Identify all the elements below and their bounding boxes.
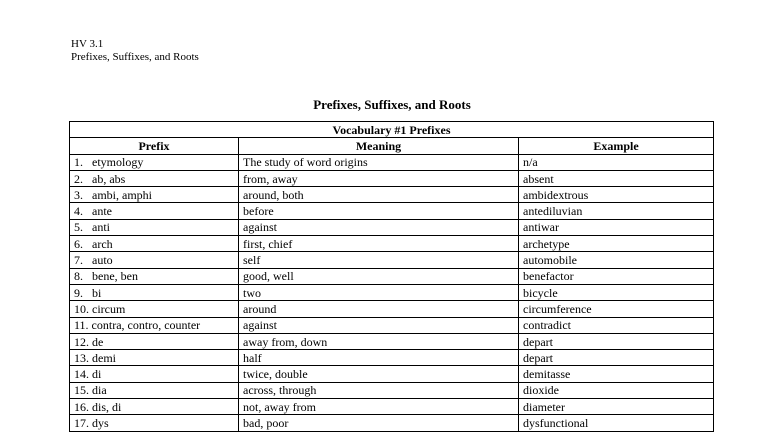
cell-example: dysfunctional (519, 415, 714, 431)
cell-meaning: good, well (239, 268, 519, 284)
column-header-example: Example (519, 138, 714, 154)
cell-example: n/a (519, 154, 714, 170)
cell-prefix: 12. de (70, 333, 239, 349)
prefix-table (69, 121, 714, 432)
cell-meaning: two (239, 284, 519, 300)
table-body (70, 154, 714, 431)
cell-meaning: half (239, 350, 519, 366)
table-row (70, 236, 714, 252)
cell-meaning: The study of word origins (239, 154, 519, 170)
page-title: Prefixes, Suffixes, and Roots (313, 97, 471, 112)
document-code: HV 3.1 (71, 38, 104, 50)
cell-example: dioxide (519, 382, 714, 398)
table-row (70, 333, 714, 349)
cell-meaning: first, chief (239, 236, 519, 252)
cell-example: circumference (519, 301, 714, 317)
document-subtitle: Prefixes, Suffixes, and Roots (71, 51, 199, 63)
cell-meaning: bad, poor (239, 415, 519, 431)
cell-example: antiwar (519, 219, 714, 235)
cell-example: depart (519, 333, 714, 349)
cell-meaning: before (239, 203, 519, 219)
cell-example: demitasse (519, 366, 714, 382)
cell-example: depart (519, 350, 714, 366)
cell-example: diameter (519, 399, 714, 415)
table-row (70, 170, 714, 186)
table-row (70, 382, 714, 398)
cell-example: benefactor (519, 268, 714, 284)
cell-prefix: 9. bi (70, 284, 239, 300)
cell-example: ambidextrous (519, 187, 714, 203)
table-row (70, 203, 714, 219)
cell-meaning: around, both (239, 187, 519, 203)
cell-meaning: around (239, 301, 519, 317)
cell-prefix: 4. ante (70, 203, 239, 219)
table-row (70, 268, 714, 284)
cell-meaning: not, away from (239, 399, 519, 415)
table-row (70, 219, 714, 235)
cell-example: bicycle (519, 284, 714, 300)
cell-example: antediluvian (519, 203, 714, 219)
column-header-meaning: Meaning (239, 138, 519, 154)
table-row (70, 187, 714, 203)
cell-prefix: 8. bene, ben (70, 268, 239, 284)
table-row (70, 399, 714, 415)
cell-prefix: 5. anti (70, 219, 239, 235)
cell-prefix: 7. auto (70, 252, 239, 268)
cell-example: archetype (519, 236, 714, 252)
cell-meaning: against (239, 317, 519, 333)
cell-prefix: 13. demi (70, 350, 239, 366)
cell-example: automobile (519, 252, 714, 268)
table-row (70, 366, 714, 382)
table-caption: Vocabulary #1 Prefixes (70, 122, 714, 138)
table-caption-row (70, 122, 714, 138)
table-row (70, 415, 714, 431)
cell-prefix: 14. di (70, 366, 239, 382)
cell-meaning: from, away (239, 170, 519, 186)
table-row (70, 301, 714, 317)
cell-meaning: self (239, 252, 519, 268)
cell-prefix: 10. circum (70, 301, 239, 317)
table-row (70, 317, 714, 333)
cell-prefix: 16. dis, di (70, 399, 239, 415)
cell-prefix: 15. dia (70, 382, 239, 398)
cell-example: contradict (519, 317, 714, 333)
table-row (70, 350, 714, 366)
cell-meaning: against (239, 219, 519, 235)
cell-example: absent (519, 170, 714, 186)
cell-prefix: 6. arch (70, 236, 239, 252)
column-header-prefix: Prefix (70, 138, 239, 154)
table-row (70, 154, 714, 170)
table-header-row (70, 138, 714, 154)
cell-prefix: 2. ab, abs (70, 170, 239, 186)
cell-meaning: twice, double (239, 366, 519, 382)
cell-prefix: 1. etymology (70, 154, 239, 170)
cell-prefix: 17. dys (70, 415, 239, 431)
document-header (71, 38, 199, 64)
cell-meaning: across, through (239, 382, 519, 398)
table-row (70, 284, 714, 300)
cell-meaning: away from, down (239, 333, 519, 349)
table-row (70, 252, 714, 268)
cell-prefix: 3. ambi, amphi (70, 187, 239, 203)
cell-prefix: 11. contra, contro, counter (70, 317, 239, 333)
